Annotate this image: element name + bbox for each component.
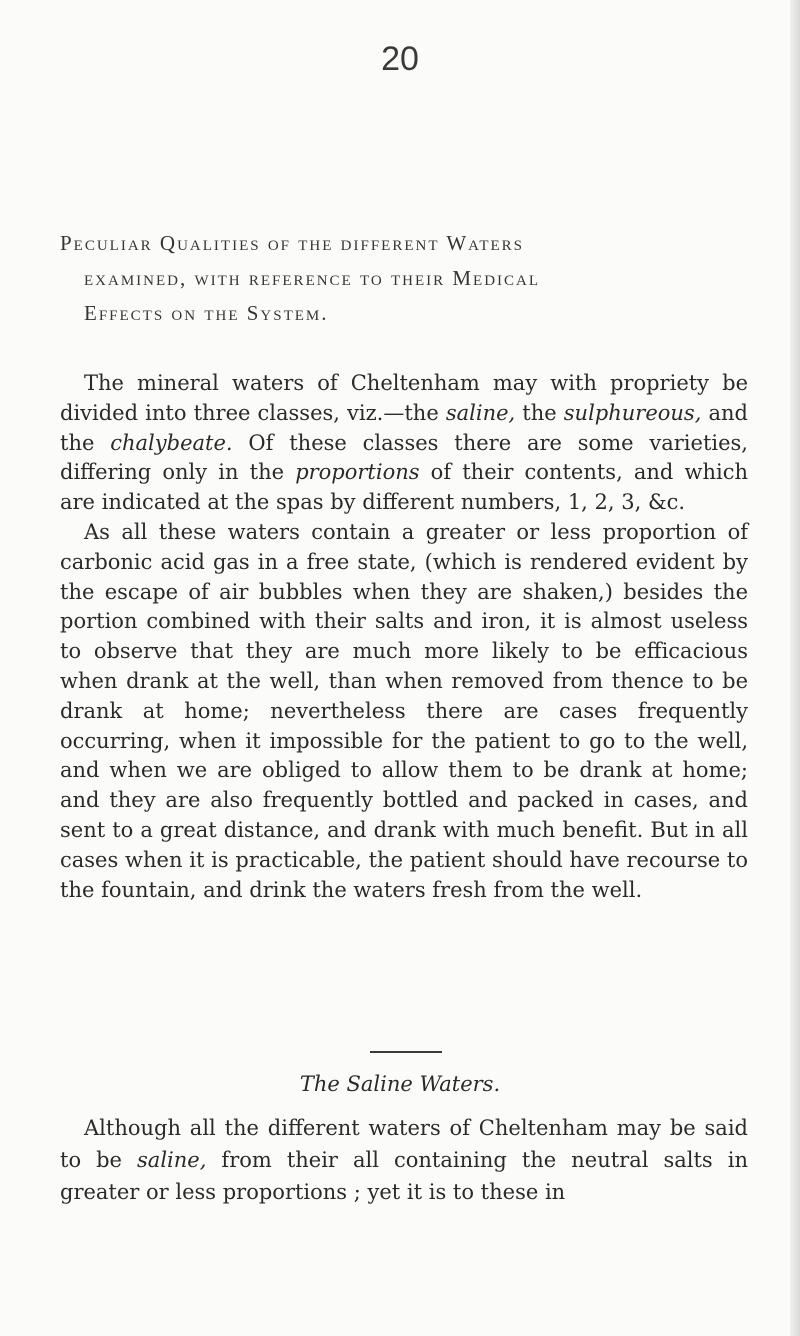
italic-term-proportions: proportions (295, 460, 420, 485)
section-title: The Saline Waters. (299, 1072, 501, 1096)
text-run: of their contents, and which are indicated at the spas by different numbers, 1, 2, 3, &c. (60, 460, 749, 515)
section-divider (370, 1051, 442, 1053)
italic-term-saline: saline, (137, 1148, 207, 1172)
paragraph-classes (60, 369, 748, 518)
page-number: 20 (381, 40, 419, 78)
text-run: The mineral waters of Cheltenham may with propriety be divided into three classes, viz.—the (60, 371, 748, 425)
text-run: the (515, 400, 564, 425)
paragraph-saline (60, 1112, 748, 1208)
text-run: from their all containing the neutral salts in greater or less proportions ; yet it is to these in (60, 1148, 748, 1204)
text-run: Although all the different waters of Cheltenham may be said to be (60, 1116, 748, 1172)
heading-line-1: Peculiar Qualities of the different Waters (60, 231, 525, 255)
body-text (60, 369, 748, 905)
heading-line-3: Effects on the System. (84, 301, 329, 325)
italic-term-chalybeate: chalybeate. (110, 430, 233, 455)
text-run: Of these classes there are some varieties, differing only in the (60, 430, 748, 485)
chapter-heading (60, 226, 750, 331)
heading-line-2: examined, with reference to their Medical (84, 266, 541, 290)
italic-term-saline: saline, (445, 400, 516, 425)
text-run: and the (60, 400, 748, 455)
page-edge-shadow (790, 0, 800, 1336)
paragraph-carbonic-acid: As all these waters contain a greater or less proportion of carbonic acid gas in a free state, (which is rendered evident by the escape of air bubbles when they are shaken,) besides the portion combined with their salts and iron, it is almost useless to observe that they are much more likely to be efficacious when drank at the well, than when removed from thence to be drank at home; nevertheless there are cases frequently occurring, when it impossible for the patient to go to the well, and when we are obliged to allow them to be drank at home; and they are also frequently bottled and packed in cases, and sent to a great distance, and drank with much benefit. But in all cases when it is practicable, the patient should have recourse to the fountain, and drink the waters fresh from the well. (60, 519, 748, 902)
italic-term-sulphureous: sulphureous, (563, 400, 702, 425)
section-text (60, 1112, 748, 1208)
